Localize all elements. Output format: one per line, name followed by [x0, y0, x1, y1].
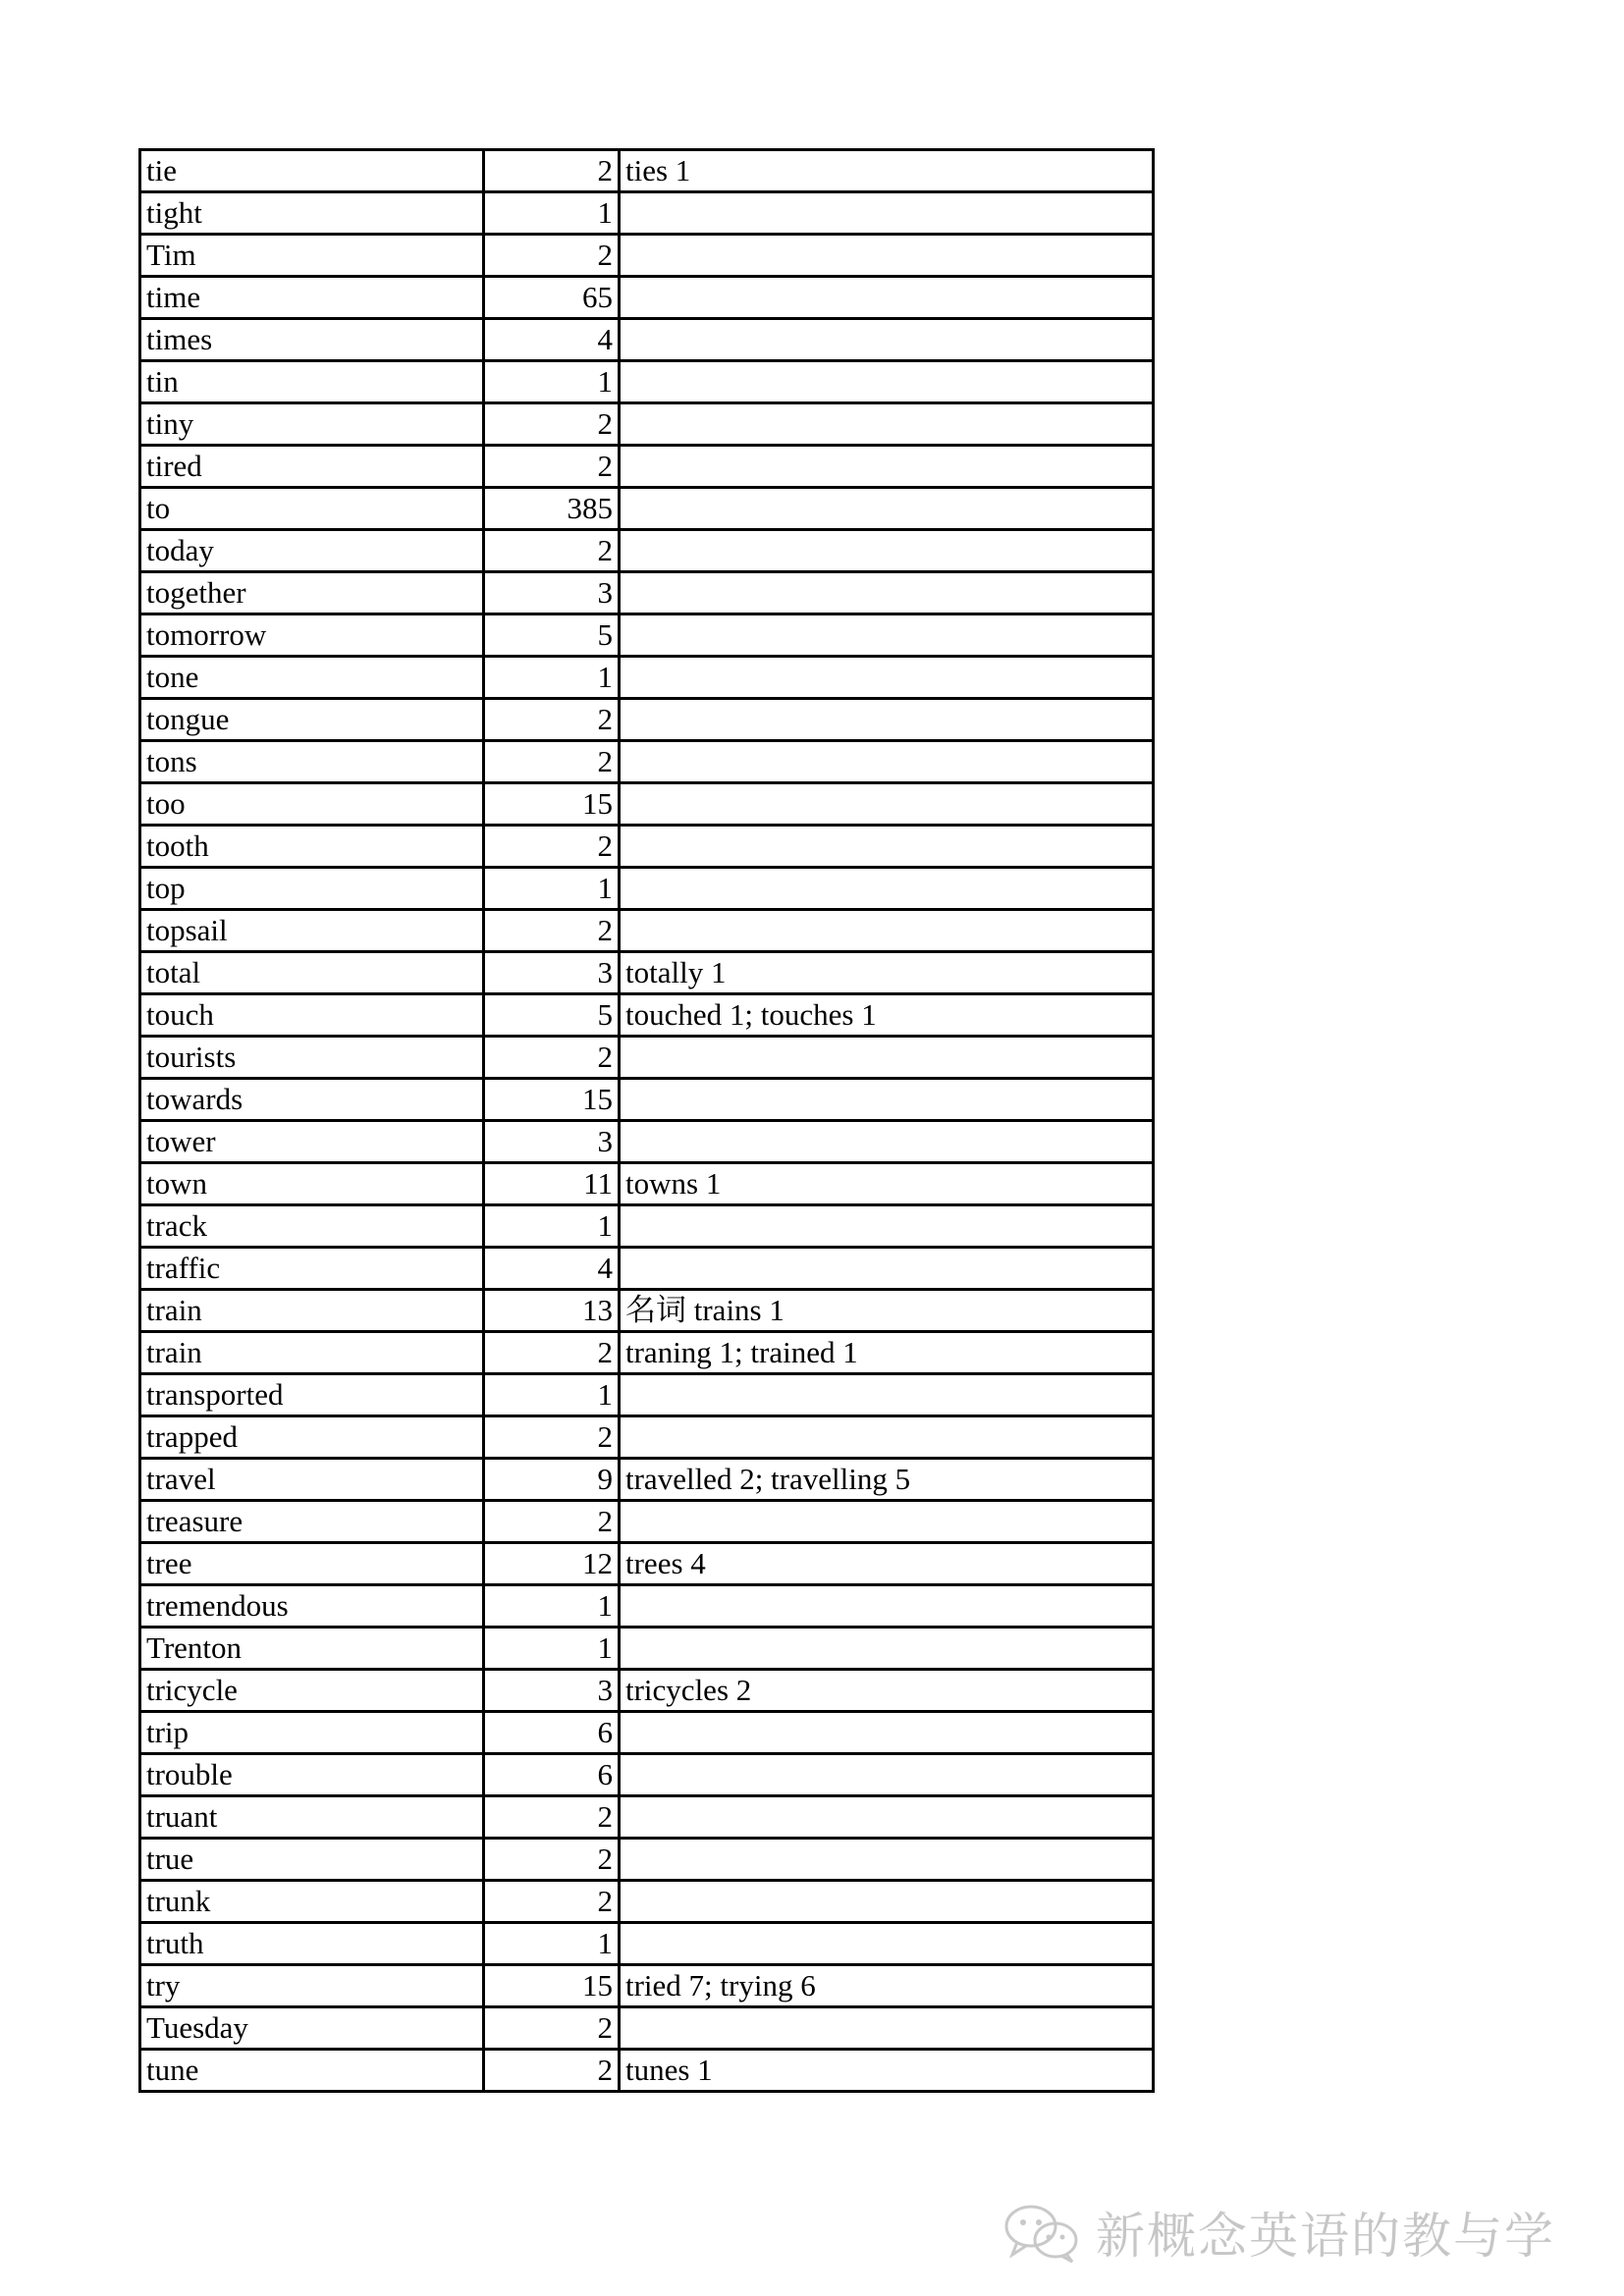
table-row	[140, 319, 1154, 361]
count-cell: 2	[484, 1839, 620, 1881]
forms-cell: trees 4	[620, 1543, 1154, 1585]
forms-cell	[620, 699, 1154, 741]
table-row	[140, 361, 1154, 403]
count-cell: 2	[484, 1796, 620, 1839]
count-cell: 15	[484, 1079, 620, 1121]
count-cell: 12	[484, 1543, 620, 1585]
watermark-text: 新概念英语的教与学	[1096, 2208, 1555, 2265]
word-cell: treasure	[140, 1501, 484, 1543]
table-row	[140, 150, 1154, 192]
count-cell: 15	[484, 783, 620, 826]
forms-cell	[620, 361, 1154, 403]
count-cell: 385	[484, 488, 620, 530]
table-row	[140, 826, 1154, 868]
table-row	[140, 2050, 1154, 2092]
count-cell: 2	[484, 1501, 620, 1543]
table-row	[140, 1163, 1154, 1205]
word-cell: true	[140, 1839, 484, 1881]
word-cell: traffic	[140, 1248, 484, 1290]
word-cell: Trenton	[140, 1628, 484, 1670]
forms-cell	[620, 235, 1154, 277]
word-cell: too	[140, 783, 484, 826]
word-cell: tons	[140, 741, 484, 783]
word-cell: to	[140, 488, 484, 530]
forms-cell	[620, 488, 1154, 530]
word-cell: train	[140, 1290, 484, 1332]
count-cell: 2	[484, 2007, 620, 2050]
table-row	[140, 783, 1154, 826]
word-cell: topsail	[140, 910, 484, 952]
word-cell: tree	[140, 1543, 484, 1585]
forms-cell	[620, 277, 1154, 319]
count-cell: 2	[484, 1332, 620, 1374]
table-row	[140, 1332, 1154, 1374]
count-cell: 1	[484, 868, 620, 910]
count-cell: 2	[484, 1881, 620, 1923]
word-cell: travel	[140, 1459, 484, 1501]
word-cell: trunk	[140, 1881, 484, 1923]
table-row	[140, 572, 1154, 614]
forms-cell	[620, 1248, 1154, 1290]
forms-cell	[620, 1839, 1154, 1881]
table-row	[140, 446, 1154, 488]
count-cell: 1	[484, 192, 620, 235]
forms-cell	[620, 1796, 1154, 1839]
table-row	[140, 994, 1154, 1037]
count-cell: 13	[484, 1290, 620, 1332]
count-cell: 1	[484, 1585, 620, 1628]
forms-cell	[620, 783, 1154, 826]
count-cell: 2	[484, 699, 620, 741]
count-cell: 11	[484, 1163, 620, 1205]
table-row	[140, 910, 1154, 952]
table-row	[140, 277, 1154, 319]
count-cell: 4	[484, 319, 620, 361]
forms-cell: touched 1; touches 1	[620, 994, 1154, 1037]
forms-cell	[620, 1754, 1154, 1796]
count-cell: 3	[484, 952, 620, 994]
table-row	[140, 488, 1154, 530]
table-row	[140, 1881, 1154, 1923]
table-body	[140, 150, 1154, 2092]
count-cell: 3	[484, 1670, 620, 1712]
table-row	[140, 1543, 1154, 1585]
forms-cell	[620, 1121, 1154, 1163]
table-row	[140, 235, 1154, 277]
count-cell: 2	[484, 530, 620, 572]
count-cell: 2	[484, 1037, 620, 1079]
table-row	[140, 403, 1154, 446]
count-cell: 2	[484, 446, 620, 488]
word-cell: tongue	[140, 699, 484, 741]
count-cell: 5	[484, 614, 620, 657]
word-cell: total	[140, 952, 484, 994]
count-cell: 4	[484, 1248, 620, 1290]
word-cell: tremendous	[140, 1585, 484, 1628]
count-cell: 2	[484, 150, 620, 192]
forms-cell	[620, 868, 1154, 910]
table-row	[140, 1670, 1154, 1712]
word-cell: tin	[140, 361, 484, 403]
word-cell: tune	[140, 2050, 484, 2092]
word-cell: Tim	[140, 235, 484, 277]
table-row	[140, 1839, 1154, 1881]
table-row	[140, 1037, 1154, 1079]
forms-cell	[620, 741, 1154, 783]
count-cell: 2	[484, 2050, 620, 2092]
count-cell: 2	[484, 403, 620, 446]
forms-cell: totally 1	[620, 952, 1154, 994]
forms-cell	[620, 1881, 1154, 1923]
word-cell: truth	[140, 1923, 484, 1965]
count-cell: 2	[484, 910, 620, 952]
table-row	[140, 952, 1154, 994]
count-cell: 9	[484, 1459, 620, 1501]
table-row	[140, 192, 1154, 235]
word-cell: top	[140, 868, 484, 910]
count-cell: 3	[484, 572, 620, 614]
table-row	[140, 657, 1154, 699]
forms-cell: tunes 1	[620, 2050, 1154, 2092]
forms-cell	[620, 1501, 1154, 1543]
word-cell: tomorrow	[140, 614, 484, 657]
table-row	[140, 1121, 1154, 1163]
word-cell: train	[140, 1332, 484, 1374]
forms-cell	[620, 1037, 1154, 1079]
table-row	[140, 1628, 1154, 1670]
table-row	[140, 2007, 1154, 2050]
word-cell: time	[140, 277, 484, 319]
forms-cell	[620, 1585, 1154, 1628]
forms-cell	[620, 192, 1154, 235]
word-cell: tricycle	[140, 1670, 484, 1712]
word-cell: tooth	[140, 826, 484, 868]
table-row	[140, 1501, 1154, 1543]
word-cell: towards	[140, 1079, 484, 1121]
table-row	[140, 1459, 1154, 1501]
word-cell: transported	[140, 1374, 484, 1416]
table-row	[140, 1796, 1154, 1839]
forms-cell	[620, 446, 1154, 488]
forms-cell	[620, 1712, 1154, 1754]
table-row	[140, 1923, 1154, 1965]
word-cell: try	[140, 1965, 484, 2007]
forms-cell: towns 1	[620, 1163, 1154, 1205]
count-cell: 6	[484, 1712, 620, 1754]
count-cell: 1	[484, 1628, 620, 1670]
table-row	[140, 699, 1154, 741]
count-cell: 2	[484, 235, 620, 277]
word-cell: tight	[140, 192, 484, 235]
forms-cell	[620, 1205, 1154, 1248]
forms-cell	[620, 530, 1154, 572]
forms-cell: ties 1	[620, 150, 1154, 192]
table-row	[140, 1205, 1154, 1248]
forms-cell	[620, 403, 1154, 446]
forms-cell	[620, 1374, 1154, 1416]
table-row	[140, 1965, 1154, 2007]
table-row	[140, 530, 1154, 572]
forms-cell: 名词 trains 1	[620, 1290, 1154, 1332]
count-cell: 3	[484, 1121, 620, 1163]
forms-cell: tried 7; trying 6	[620, 1965, 1154, 2007]
table-row	[140, 1754, 1154, 1796]
word-cell: truant	[140, 1796, 484, 1839]
word-cell: tone	[140, 657, 484, 699]
forms-cell	[620, 1416, 1154, 1459]
count-cell: 1	[484, 657, 620, 699]
table-row	[140, 1416, 1154, 1459]
forms-cell	[620, 1923, 1154, 1965]
forms-cell	[620, 657, 1154, 699]
word-cell: tower	[140, 1121, 484, 1163]
watermark	[1001, 2197, 1555, 2268]
word-frequency-table	[138, 148, 1155, 2093]
forms-cell	[620, 1628, 1154, 1670]
count-cell: 2	[484, 1416, 620, 1459]
table-row	[140, 1290, 1154, 1332]
wechat-icon	[1001, 2201, 1082, 2264]
forms-cell	[620, 572, 1154, 614]
word-cell: tired	[140, 446, 484, 488]
count-cell: 1	[484, 1205, 620, 1248]
table-row	[140, 1585, 1154, 1628]
forms-cell	[620, 2007, 1154, 2050]
word-cell: tourists	[140, 1037, 484, 1079]
word-cell: track	[140, 1205, 484, 1248]
word-cell: touch	[140, 994, 484, 1037]
table-row	[140, 1712, 1154, 1754]
forms-cell: travelled 2; travelling 5	[620, 1459, 1154, 1501]
forms-cell	[620, 319, 1154, 361]
word-cell: town	[140, 1163, 484, 1205]
word-cell: tiny	[140, 403, 484, 446]
forms-cell	[620, 614, 1154, 657]
word-cell: trip	[140, 1712, 484, 1754]
word-cell: today	[140, 530, 484, 572]
table-row	[140, 614, 1154, 657]
table-row	[140, 868, 1154, 910]
word-cell: tie	[140, 150, 484, 192]
word-cell: times	[140, 319, 484, 361]
count-cell: 1	[484, 1923, 620, 1965]
forms-cell	[620, 826, 1154, 868]
count-cell: 6	[484, 1754, 620, 1796]
word-cell: Tuesday	[140, 2007, 484, 2050]
count-cell: 2	[484, 741, 620, 783]
count-cell: 2	[484, 826, 620, 868]
count-cell: 65	[484, 277, 620, 319]
count-cell: 5	[484, 994, 620, 1037]
forms-cell	[620, 1079, 1154, 1121]
count-cell: 1	[484, 1374, 620, 1416]
count-cell: 15	[484, 1965, 620, 2007]
table-row	[140, 741, 1154, 783]
table-row	[140, 1248, 1154, 1290]
table-row	[140, 1374, 1154, 1416]
word-cell: trouble	[140, 1754, 484, 1796]
forms-cell: traning 1; trained 1	[620, 1332, 1154, 1374]
count-cell: 1	[484, 361, 620, 403]
forms-cell: tricycles 2	[620, 1670, 1154, 1712]
word-cell: trapped	[140, 1416, 484, 1459]
forms-cell	[620, 910, 1154, 952]
word-cell: together	[140, 572, 484, 614]
table-row	[140, 1079, 1154, 1121]
